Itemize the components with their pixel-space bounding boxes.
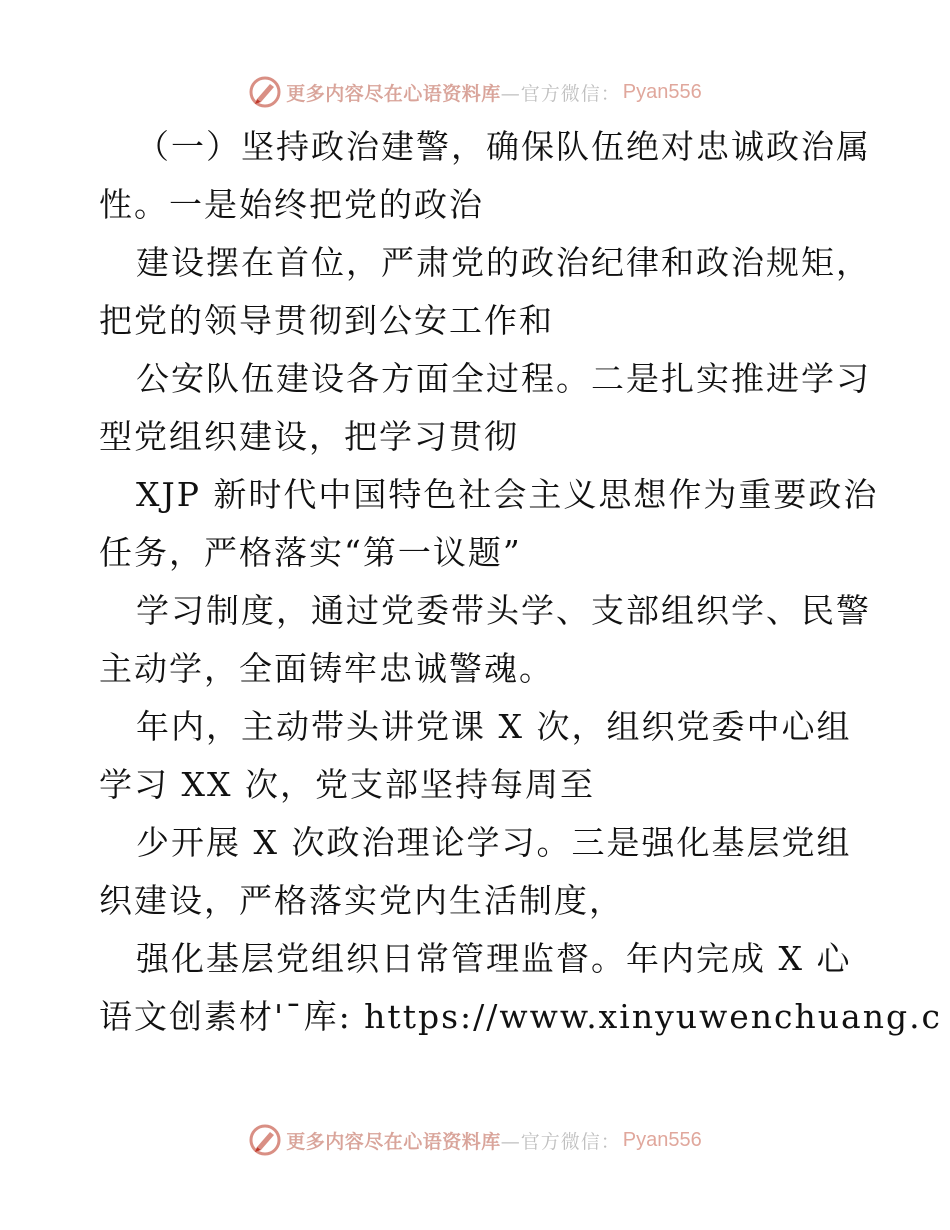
text-line: 学习制度，通过党委带头学、支部组织学、民警 (136, 591, 871, 630)
pen-logo-icon (248, 1123, 282, 1157)
text-line: 公安队伍建设各方面全过程。二是扎实推进学习 (136, 359, 871, 398)
text-line: 强化基层党组织日常管理监督。年内完成 X 心 (136, 939, 852, 978)
text-line: 型党组织建设，把学习贯彻 (99, 417, 519, 456)
watermark-separator-text: —官方微信： (500, 82, 621, 105)
text-line: 年内，主动带头讲党课 X 次，组织党委中心组 (136, 707, 852, 746)
text-line: 织建设，严格落实党内生活制度， (99, 881, 624, 920)
document-body (99, 118, 943, 1046)
watermark-wechat-id: Pyan556 (622, 1128, 702, 1151)
pen-logo-icon (248, 75, 282, 109)
header-watermark (0, 72, 950, 112)
text-line: 学习 XX 次，党支部坚持每周至 (99, 765, 595, 804)
watermark-wechat-id: Pyan556 (622, 80, 702, 103)
text-line: 主动学，全面铸牢忠诚警魂。 (99, 649, 554, 688)
text-line: （一）坚持政治建警，确保队伍绝对忠诚政治属 (136, 127, 871, 166)
watermark-separator-text: —官方微信： (500, 1130, 621, 1153)
text-line: 少开展 X 次政治理论学习。三是强化基层党组 (136, 823, 852, 862)
text-line: 把党的领导贯彻到公安工作和 (99, 301, 554, 340)
text-line: XJP 新时代中国特色社会主义思想作为重要政治 (136, 475, 879, 514)
text-line: 任务，严格落实“第一议题” (99, 533, 522, 572)
footer-watermark (0, 1120, 950, 1160)
watermark-main-text: 更多内容尽在心语资料库 (286, 82, 501, 105)
text-line: 语文创素材'¯库: https://www.xinyuwenchuang.c (99, 997, 943, 1036)
watermark-main-text: 更多内容尽在心语资料库 (286, 1130, 501, 1153)
text-line: 性。一是始终把党的政治 (99, 185, 484, 224)
text-line: 建设摆在首位，严肃党的政治纪律和政治规矩， (136, 243, 871, 282)
